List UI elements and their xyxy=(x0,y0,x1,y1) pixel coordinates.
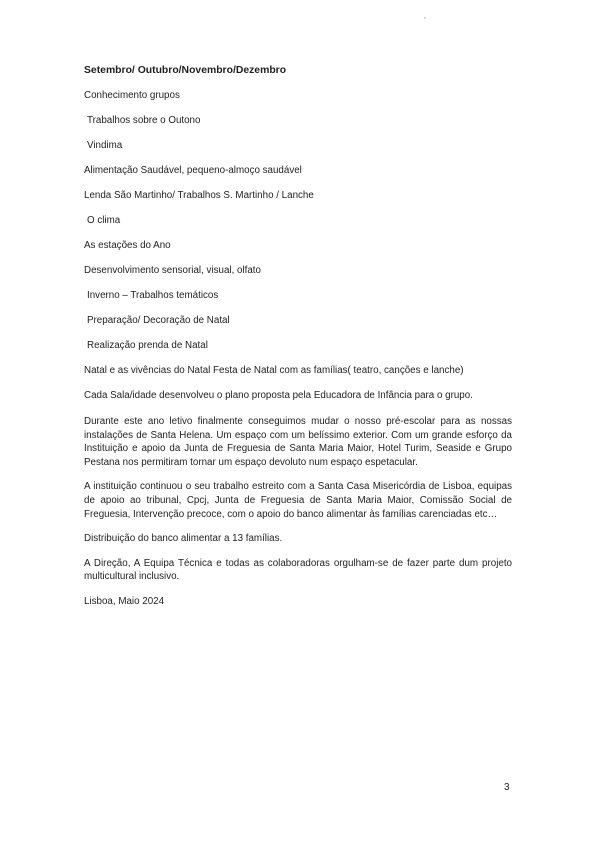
page-number: 3 xyxy=(504,782,510,793)
paragraph-food-bank: Distribuição do banco alimentar a 13 famílias. xyxy=(84,533,283,545)
activity-item: Inverno – Trabalhos temáticos xyxy=(87,290,219,301)
activity-item: Conhecimento grupos xyxy=(84,90,180,101)
activity-item: Preparação/ Decoração de Natal xyxy=(87,315,230,326)
activity-item: Alimentação Saudável, pequeno-almoço saudável xyxy=(84,165,302,176)
scan-speck xyxy=(424,17,426,19)
activity-item: Lenda São Martinho/ Trabalhos S. Martinho / Lanche xyxy=(84,190,314,201)
activity-item: O clima xyxy=(87,215,121,226)
place-date: Lisboa, Maio 2024 xyxy=(84,595,165,607)
paragraph-partnerships: A instituição continuou o seu trabalho estreito com a Santa Casa Misericórdia de Lisboa, equipas de apoio ao tribunal, Cpcj, Junta de Freguesia de Santa Maria Maior, Comissão Social de Freguesia, Intervenção precoce, com o apoio do banco alimentar às famílias carenciadas etc… xyxy=(84,481,512,520)
section-heading: Setembro/ Outubro/Novembro/Dezembro xyxy=(84,65,287,76)
activity-item: Realização prenda de Natal xyxy=(87,340,208,351)
activity-item: Trabalhos sobre o Outono xyxy=(87,115,201,126)
page-content xyxy=(84,64,512,620)
activity-item: Natal e as vivências do Natal Festa de Natal com as famílias( teatro, canções e lanche) xyxy=(84,365,464,376)
activity-item: Vindima xyxy=(87,140,123,151)
activity-item: Cada Sala/idade desenvolveu o plano proposta pela Educadora de Infância para o grupo. xyxy=(84,390,473,401)
activity-item: Desenvolvimento sensorial, visual, olfato xyxy=(84,265,261,276)
paragraph-facilities: Durante este ano letivo finalmente conseguimos mudar o nosso pré-escolar para as nossas instalações de Santa Helena. Um espaço com um belíssimo exterior. Com um grande esforço da Instituição e apoio da Junta de Freguesia de Santa Maria Maior, Hotel Turim, Seaside e Grupo Pestana nos permitiram tornar um espaço devoluto num espaço espetacular. xyxy=(84,416,512,468)
activity-item: As estações do Ano xyxy=(84,240,171,251)
paragraph-closing: A Direção, A Equipa Técnica e todas as colaboradoras orgulham-se de fazer parte dum projeto multicultural inclusivo. xyxy=(84,557,512,583)
